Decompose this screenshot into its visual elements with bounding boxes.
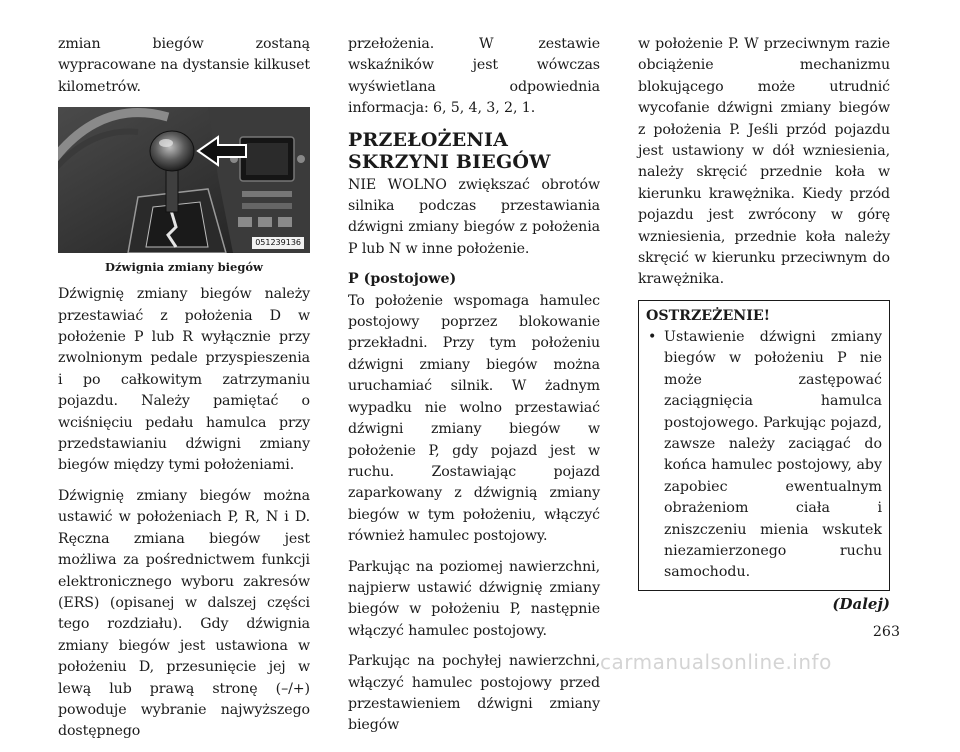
col2-paragraph-3: Parkując na poziomej nawierzchni, najpierw ustawić dźwignię zmiany biegów w położeniu P, następnie włączyć hamulec postojowy.: [348, 558, 600, 639]
column-left: [58, 34, 310, 752]
watermark: carmanualsonline.info: [600, 650, 832, 674]
col2-paragraph-1: NIE WOLNO zwiększać obrotów silnika podczas przestawiania dźwigni zmiany biegów z położenia P lub N w inne położenie.: [348, 176, 600, 257]
column-right: [638, 34, 890, 614]
col1-paragraph-2: Dźwignię zmiany biegów można ustawić w położeniach P, R, N i D. Ręczna zmiana biegów jest możliwa za pośrednictwem funkcji elektronicznego wyboru zakresów (ERS) (opisanej w dalszej części tego rozdziału). Gdy dźwignia zmiany biegów jest ustawiona w położeniu D, przesunięcie jej w lewą lub prawą stronę (–/+) powoduje wybranie najwyższego dostępnego: [58, 487, 310, 740]
warning-box: [638, 300, 890, 591]
col2-intro: przełożenia. W zestawie wskaźników jest wówczas wyświetlana odpowiednia informacja: 6, 5, 4, 3, 2, 1.: [348, 36, 600, 117]
continued-label: (Dalej): [832, 594, 890, 613]
photo-code: 051239136: [252, 237, 304, 249]
photo-caption: Dźwignia zmiany biegów: [105, 260, 263, 275]
gear-shift-photo: [58, 107, 310, 253]
bullet-icon: •: [648, 328, 657, 345]
gear-shift-illustration: [58, 107, 310, 253]
column-middle: [348, 34, 600, 746]
col2-paragraph-2: To położenie wspomaga hamulec postojowy poprzez blokowanie przekładni. Przy tym położeniu dźwigni zmiany biegów można uruchamiać silnik. W żadnym wypadku nie wolno przestawiać dźwigni zmiany biegów w położenie P, gdy pojazd jest w ruchu. Zostawiając pojazd zaparkowany z dźwignią zmiany biegów w tym położeniu, włączyć również hamulec postojowy.: [348, 292, 600, 545]
col1-paragraph-1: Dźwignię zmiany biegów należy przestawiać z położenia D w położenie P lub R wyłącznie przy zwolnionym pedale przyspieszenia i po całkowitym zatrzymaniu pojazdu. Należy pamiętać o wciśnięciu pedału hamulca przy przedstawianiu dźwigni zmiany biegów między tymi położeniami.: [58, 286, 310, 474]
warning-item-text: Ustawienie dźwigni zmiany biegów w położeniu P nie może zastępować zaciągnięcia hamulca postojowego. Parkując pojazd, zawsze należy zaciągać do końca hamulec postojowy, aby zapobiec ewentualnym obrażeniom ciała i zniszczeniu mienia wskutek niezamierzonego ruchu samochodu.: [664, 328, 882, 581]
col2-paragraph-4: Parkując na pochyłej nawierzchni, włączyć hamulec postojowy przed przestawieniem dźwigni zmiany biegów: [348, 653, 600, 734]
col3-paragraph-1: w położenie P. W przeciwnym razie obciążenie mechanizmu blokującego może utrudnić wycofanie dźwigni zmiany biegów z położenia P. Jeśli przód pojazdu jest ustawiony w dół wzniesienia, należy skręcić przednie koła w kierunku krawężnika. Kiedy przód pojazdu jest zwrócony w górę wzniesienia, przednie koła należy skręcić w kierunku przeciwnym do krawężnika.: [638, 36, 890, 288]
warning-list: [646, 327, 882, 584]
page-number: 263: [872, 624, 900, 640]
warning-title: OSTRZEŻENIE!: [646, 307, 770, 324]
col1-intro: zmian biegów zostaną wypracowane na dystansie kilkuset kilometrów.: [58, 36, 310, 95]
section-heading: PRZEŁOŻENIA SKRZYNI BIEGÓW: [348, 128, 551, 173]
warning-item: [646, 327, 882, 584]
park-subheading: P (postojowe): [348, 271, 457, 288]
